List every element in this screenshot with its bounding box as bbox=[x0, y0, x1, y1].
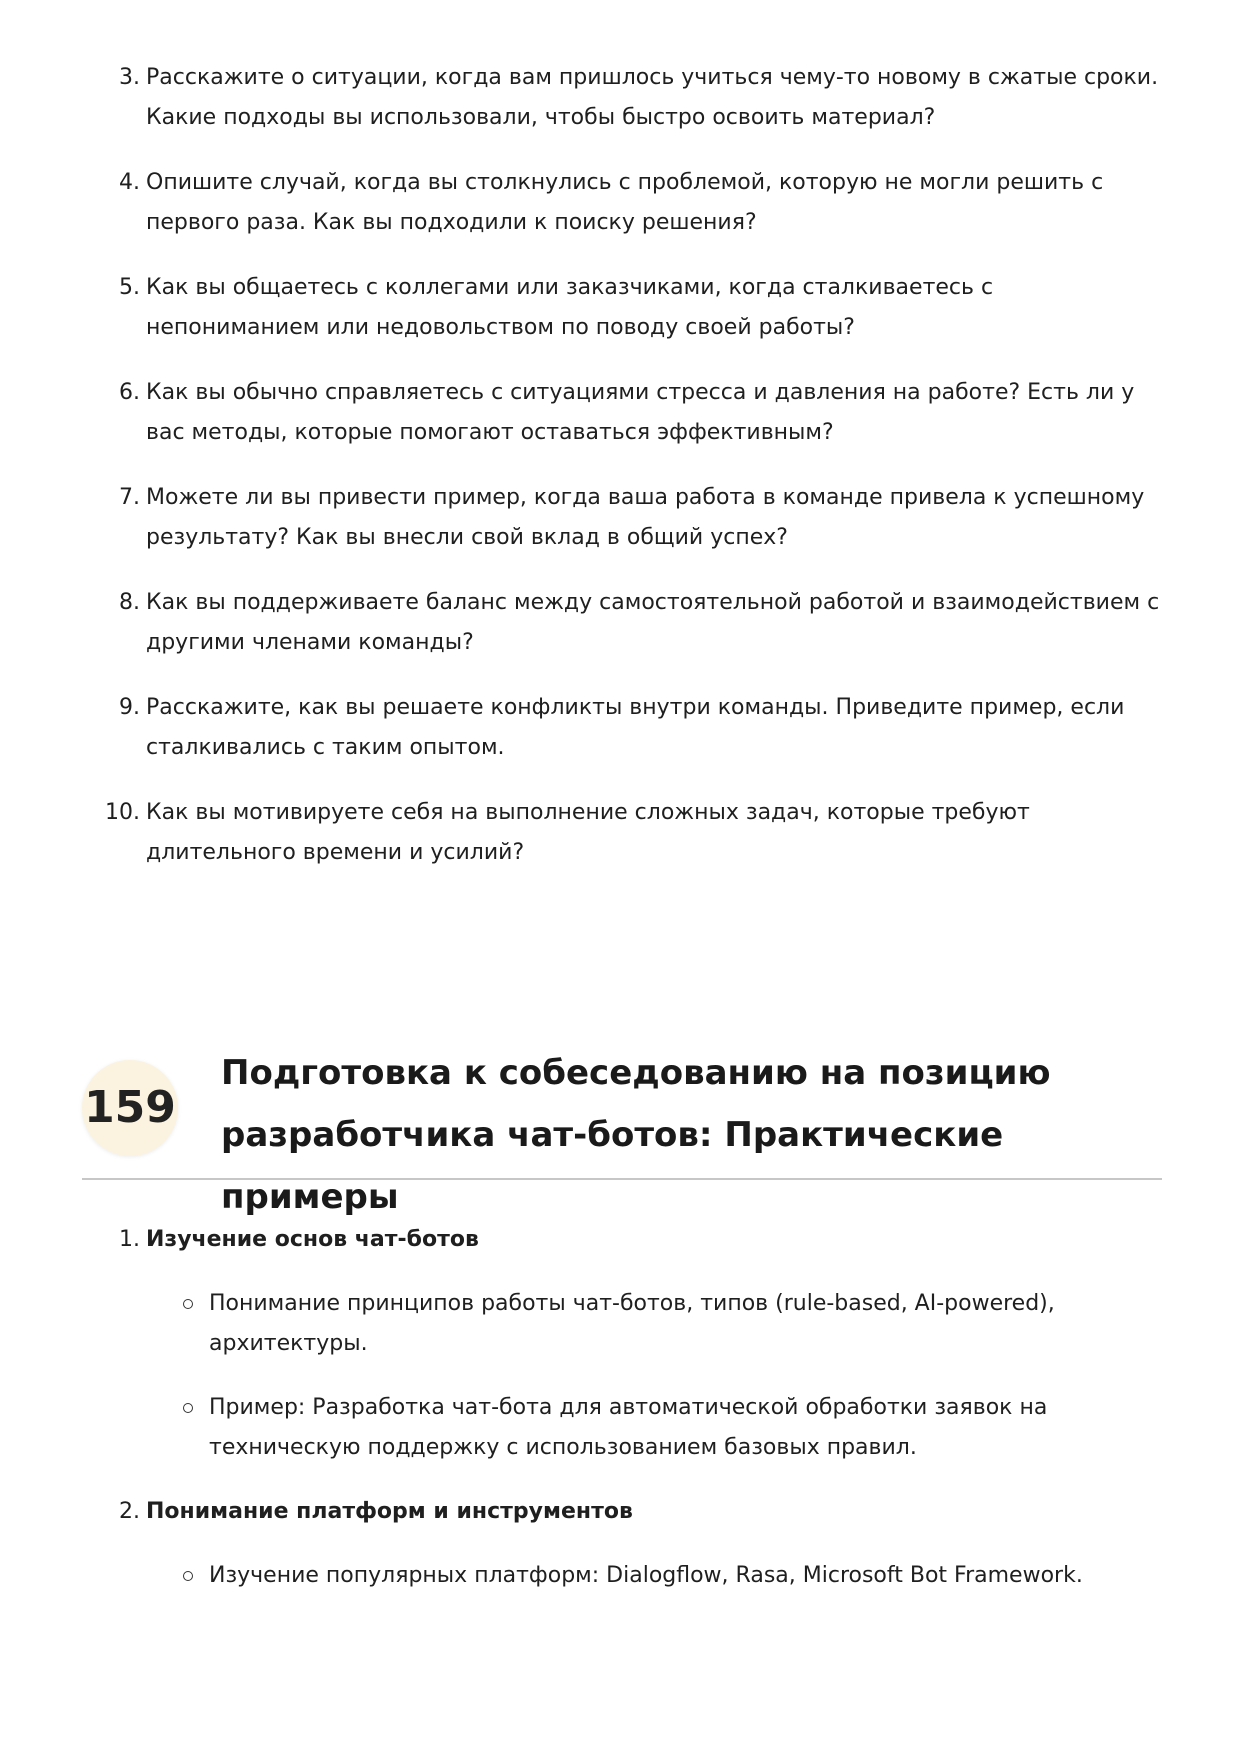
topics-list bbox=[0, 1220, 1239, 1620]
list-item bbox=[0, 58, 1166, 138]
topic-bullets bbox=[146, 1556, 1239, 1596]
list-item-number: 10. bbox=[105, 800, 140, 825]
list-item bbox=[0, 688, 1166, 768]
list-item-text: Как вы общаетесь с коллегами или заказчиками, когда сталкиваетесь с непониманием или недовольством по поводу своей работы? bbox=[146, 275, 994, 340]
topic-title: Понимание платформ и инструментов bbox=[146, 1499, 633, 1524]
section-title: Подготовка к собеседованию на позицию разработчика чат-ботов: Практические примеры bbox=[221, 1053, 1051, 1217]
topic-item bbox=[0, 1492, 1239, 1596]
list-item-number: 3. bbox=[119, 65, 140, 90]
bullet-text: Изучение популярных платформ: Dialogflow, Rasa, Microsoft Bot Framework. bbox=[209, 1563, 1083, 1588]
section-header bbox=[82, 1050, 1162, 1217]
bullet-item bbox=[146, 1388, 1109, 1468]
circle-bullet-icon bbox=[183, 1403, 193, 1413]
bullet-item bbox=[146, 1284, 1109, 1364]
list-item-text: Опишите случай, когда вы столкнулись с проблемой, которую не могли решить с первого раза. Как вы подходили к поиску решения? bbox=[146, 170, 1104, 235]
bullet-text: Понимание принципов работы чат-ботов, типов (rule-based, AI-powered), архитектуры. bbox=[209, 1291, 1055, 1356]
list-item bbox=[0, 793, 1166, 873]
list-item-text: Расскажите, как вы решаете конфликты внутри команды. Приведите пример, если сталкивались с таким опытом. bbox=[146, 695, 1125, 760]
list-item bbox=[0, 583, 1166, 663]
list-item-number: 8. bbox=[119, 590, 140, 615]
list-item bbox=[0, 268, 1166, 348]
list-item-text: Как вы поддерживаете баланс между самостоятельной работой и взаимодействием с другими членами команды? bbox=[146, 590, 1160, 655]
list-item-text: Как вы мотивируете себя на выполнение сложных задач, которые требуют длительного времени и усилий? bbox=[146, 800, 1030, 865]
list-item-number: 6. bbox=[119, 380, 140, 405]
topic-bullets bbox=[146, 1284, 1239, 1468]
list-item bbox=[0, 163, 1166, 243]
list-item-number: 9. bbox=[119, 695, 140, 720]
bullet-item bbox=[146, 1556, 1109, 1596]
list-item-text: Как вы обычно справляетесь с ситуациями стресса и давления на работе? Есть ли у вас методы, которые помогают оставаться эффективным? bbox=[146, 380, 1135, 445]
topic-number: 2. bbox=[119, 1499, 140, 1524]
list-item-text: Можете ли вы привести пример, когда ваша работа в команде привела к успешному результату? Как вы внесли свой вклад в общий успех? bbox=[146, 485, 1145, 550]
topic-title: Изучение основ чат-ботов bbox=[146, 1227, 479, 1252]
questions-list bbox=[0, 58, 1239, 898]
topic-number: 1. bbox=[119, 1227, 140, 1252]
topic-item bbox=[0, 1220, 1239, 1468]
bullet-text: Пример: Разработка чат-бота для автоматической обработки заявок на техническую поддержку с использованием базовых правил. bbox=[209, 1395, 1048, 1460]
circle-bullet-icon bbox=[183, 1571, 193, 1581]
list-item-number: 7. bbox=[119, 485, 140, 510]
list-item-number: 5. bbox=[119, 275, 140, 300]
list-item bbox=[0, 373, 1166, 453]
circle-bullet-icon bbox=[183, 1299, 193, 1309]
list-item-number: 4. bbox=[119, 170, 140, 195]
list-item bbox=[0, 478, 1166, 558]
section-number-badge: 159 bbox=[82, 1060, 178, 1156]
list-item-text: Расскажите о ситуации, когда вам пришлось учиться чему-то новому в сжатые сроки. Какие подходы вы использовали, чтобы быстро освоить материал? bbox=[146, 65, 1159, 130]
